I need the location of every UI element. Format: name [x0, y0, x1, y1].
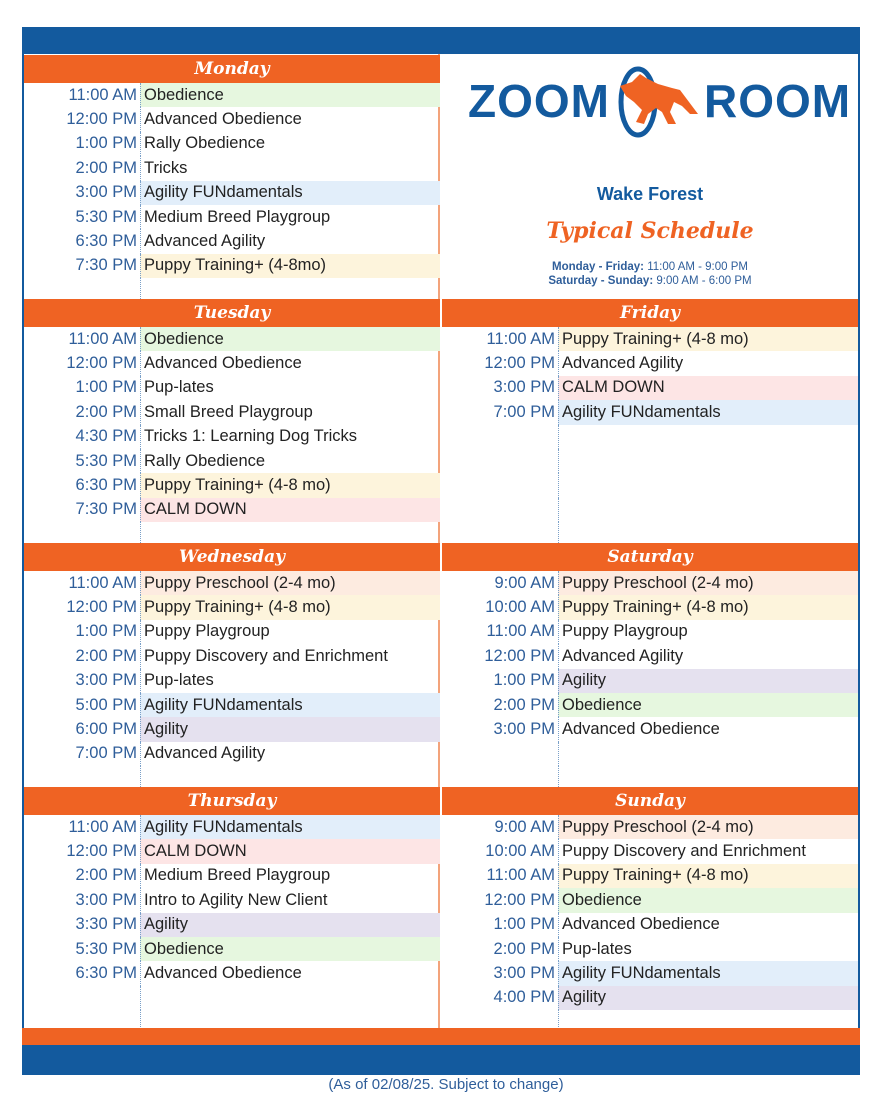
class-time: 3:00 PM — [75, 671, 137, 690]
class-name: Small Breed Playgroup — [140, 400, 440, 424]
day-block-wednesday — [24, 543, 440, 791]
class-name: Advanced Agility — [140, 229, 440, 253]
footnote: (As of 02/08/25. Subject to change) — [328, 1076, 564, 1093]
dog-jumping-hoop-icon — [610, 62, 710, 138]
class-row — [442, 815, 858, 839]
class-row — [24, 620, 440, 644]
class-name: Agility FUNdamentals — [140, 815, 440, 839]
class-name: Puppy Training+ (4-8 mo) — [140, 473, 440, 497]
class-name: Rally Obedience — [140, 449, 440, 473]
class-time: 3:00 PM — [493, 964, 555, 983]
class-row — [442, 376, 858, 400]
class-time: 3:00 PM — [493, 720, 555, 739]
class-row — [24, 156, 440, 180]
class-row — [24, 815, 440, 839]
class-time: 1:00 PM — [493, 671, 555, 690]
class-name: Advanced Obedience — [140, 961, 440, 985]
class-row — [24, 181, 440, 205]
class-row — [24, 473, 440, 497]
class-row — [442, 986, 858, 1010]
class-time: 12:00 PM — [484, 890, 555, 909]
hours-label: Monday - Friday: — [551, 261, 644, 273]
class-time: 12:00 PM — [66, 110, 137, 129]
class-time: 2:00 PM — [493, 695, 555, 714]
class-list — [442, 571, 858, 791]
class-row — [24, 376, 440, 400]
class-time: 1:00 PM — [75, 622, 137, 641]
class-time: 7:30 PM — [75, 500, 137, 519]
class-time: 3:00 PM — [493, 378, 555, 397]
hours-label: Saturday - Sunday: — [548, 275, 654, 287]
day-header: Sunday — [442, 787, 858, 815]
empty-cell — [558, 498, 858, 522]
class-time: 5:30 PM — [75, 939, 137, 958]
class-time: 3:00 PM — [75, 890, 137, 909]
class-time: 1:00 PM — [75, 134, 137, 153]
class-row — [24, 937, 440, 961]
class-row — [24, 595, 440, 619]
class-name: Agility — [140, 717, 440, 741]
business-hours — [442, 260, 858, 288]
bottom-blue-bar — [22, 1045, 860, 1075]
class-row — [24, 717, 440, 741]
class-row — [24, 254, 440, 278]
class-row — [442, 888, 858, 912]
class-name: Advanced Obedience — [140, 107, 440, 131]
class-row — [442, 693, 858, 717]
class-name: Agility FUNdamentals — [558, 400, 858, 424]
class-row — [24, 888, 440, 912]
class-time: 5:00 PM — [75, 695, 137, 714]
class-name: CALM DOWN — [558, 376, 858, 400]
day-block-tuesday — [24, 299, 440, 547]
class-time: 3:30 PM — [75, 915, 137, 934]
class-time: 11:00 AM — [68, 573, 137, 592]
class-time: 12:00 PM — [66, 842, 137, 861]
class-time: 2:00 PM — [75, 402, 137, 421]
class-row — [24, 961, 440, 985]
class-name: Obedience — [558, 888, 858, 912]
class-time: 4:00 PM — [493, 988, 555, 1007]
class-time: 4:30 PM — [75, 427, 137, 446]
class-row — [24, 669, 440, 693]
empty-row — [24, 986, 440, 1010]
class-name: Obedience — [140, 83, 440, 107]
class-name: Puppy Playgroup — [558, 620, 858, 644]
hours-value: 11:00 AM - 9:00 PM — [647, 261, 748, 273]
class-time: 11:00 AM — [68, 85, 137, 104]
logo-word-zoom: ZOOM — [468, 75, 610, 127]
empty-cell — [558, 425, 858, 449]
class-time: 6:30 PM — [75, 232, 137, 251]
class-time: 6:00 PM — [75, 720, 137, 739]
class-row — [24, 205, 440, 229]
class-time: 7:00 PM — [75, 744, 137, 763]
logo-word-room: ROOM — [704, 75, 852, 127]
class-row — [442, 913, 858, 937]
day-block-monday — [24, 55, 440, 303]
class-name: Pup-lates — [140, 376, 440, 400]
class-row — [24, 864, 440, 888]
day-header: Wednesday — [24, 543, 440, 571]
class-row — [24, 742, 440, 766]
class-row — [24, 913, 440, 937]
class-list — [24, 83, 440, 303]
class-row — [442, 864, 858, 888]
class-time: 7:30 PM — [75, 256, 137, 275]
class-name: Puppy Training+ (4-8mo) — [140, 254, 440, 278]
class-time: 7:00 PM — [493, 402, 555, 421]
class-row — [442, 644, 858, 668]
class-row — [442, 571, 858, 595]
location-name: Wake Forest — [596, 184, 704, 204]
empty-row — [442, 742, 858, 766]
class-name: Puppy Discovery and Enrichment — [558, 839, 858, 863]
class-list — [24, 327, 440, 547]
class-name: Medium Breed Playgroup — [140, 864, 440, 888]
class-name: Agility FUNdamentals — [140, 181, 440, 205]
class-name: CALM DOWN — [140, 498, 440, 522]
class-time: 11:00 AM — [486, 622, 555, 641]
class-row — [442, 839, 858, 863]
bottom-orange-bar — [22, 1028, 860, 1045]
class-time: 6:30 PM — [75, 476, 137, 495]
class-name: Puppy Preschool (2-4 mo) — [558, 571, 858, 595]
day-header: Saturday — [442, 543, 858, 571]
class-time: 10:00 AM — [485, 842, 555, 861]
hours-line-weekend — [442, 274, 858, 288]
class-name: Puppy Training+ (4-8 mo) — [140, 595, 440, 619]
class-name: Obedience — [558, 693, 858, 717]
class-name: CALM DOWN — [140, 839, 440, 863]
class-time: 1:00 PM — [493, 915, 555, 934]
class-time: 11:00 AM — [486, 866, 555, 885]
day-block-thursday — [24, 787, 440, 1035]
class-row — [24, 571, 440, 595]
class-name: Puppy Discovery and Enrichment — [140, 644, 440, 668]
class-row — [24, 400, 440, 424]
class-time: 2:00 PM — [75, 866, 137, 885]
class-name: Puppy Training+ (4-8 mo) — [558, 864, 858, 888]
empty-cell — [558, 473, 858, 497]
class-name: Advanced Obedience — [558, 717, 858, 741]
class-time: 11:00 AM — [68, 329, 137, 348]
class-row — [442, 937, 858, 961]
class-name: Agility — [558, 669, 858, 693]
day-header: Tuesday — [24, 299, 440, 327]
empty-cell — [558, 742, 858, 766]
class-name: Puppy Preschool (2-4 mo) — [140, 571, 440, 595]
class-name: Agility FUNdamentals — [558, 961, 858, 985]
class-name: Agility — [558, 986, 858, 1010]
class-time: 2:00 PM — [493, 939, 555, 958]
class-time: 5:30 PM — [75, 207, 137, 226]
class-name: Pup-lates — [140, 669, 440, 693]
class-row — [442, 669, 858, 693]
class-row — [442, 327, 858, 351]
class-list — [442, 815, 858, 1035]
class-time: 2:00 PM — [75, 158, 137, 177]
class-name: Puppy Preschool (2-4 mo) — [558, 815, 858, 839]
class-name: Intro to Agility New Client — [140, 888, 440, 912]
class-row — [24, 498, 440, 522]
day-header: Friday — [442, 299, 858, 327]
class-name: Advanced Agility — [558, 351, 858, 375]
class-name: Agility — [140, 913, 440, 937]
class-name: Advanced Agility — [140, 742, 440, 766]
class-time: 12:00 PM — [484, 354, 555, 373]
class-row — [24, 644, 440, 668]
class-time: 12:00 PM — [484, 646, 555, 665]
empty-row — [442, 473, 858, 497]
class-time: 1:00 PM — [75, 378, 137, 397]
class-row — [24, 449, 440, 473]
class-name: Medium Breed Playgroup — [140, 205, 440, 229]
class-name: Pup-lates — [558, 937, 858, 961]
class-time: 9:00 AM — [494, 817, 555, 836]
class-name: Advanced Obedience — [140, 351, 440, 375]
hours-value: 9:00 AM - 6:00 PM — [656, 275, 752, 287]
class-time: 10:00 AM — [485, 598, 555, 617]
class-time: 2:00 PM — [75, 646, 137, 665]
class-row — [24, 351, 440, 375]
zoom-room-logo — [442, 62, 858, 142]
empty-cell — [140, 986, 440, 1010]
class-row — [442, 620, 858, 644]
class-time: 11:00 AM — [486, 329, 555, 348]
class-row — [24, 839, 440, 863]
class-name: Puppy Training+ (4-8 mo) — [558, 327, 858, 351]
class-time: 12:00 PM — [66, 598, 137, 617]
class-name: Rally Obedience — [140, 132, 440, 156]
class-row — [442, 595, 858, 619]
empty-cell — [558, 449, 858, 473]
class-row — [24, 132, 440, 156]
class-time: 12:00 PM — [66, 354, 137, 373]
class-time: 6:30 PM — [75, 964, 137, 983]
class-time: 11:00 AM — [68, 817, 137, 836]
class-row — [442, 351, 858, 375]
schedule-subtitle: Typical Schedule — [546, 218, 754, 244]
class-name: Puppy Training+ (4-8 mo) — [558, 595, 858, 619]
class-list — [442, 327, 858, 547]
day-block-sunday — [442, 787, 858, 1035]
class-name: Obedience — [140, 937, 440, 961]
class-name: Tricks — [140, 156, 440, 180]
class-row — [24, 107, 440, 131]
class-time: 3:00 PM — [75, 183, 137, 202]
day-block-saturday — [442, 543, 858, 791]
empty-row — [442, 449, 858, 473]
class-name: Obedience — [140, 327, 440, 351]
class-row — [442, 717, 858, 741]
class-time: 9:00 AM — [494, 573, 555, 592]
class-name: Advanced Obedience — [558, 913, 858, 937]
class-row — [24, 83, 440, 107]
hours-line-weekday — [442, 260, 858, 274]
class-name: Agility FUNdamentals — [140, 693, 440, 717]
class-row — [24, 229, 440, 253]
class-name: Tricks 1: Learning Dog Tricks — [140, 425, 440, 449]
class-name: Puppy Playgroup — [140, 620, 440, 644]
class-row — [442, 961, 858, 985]
class-list — [24, 815, 440, 1035]
class-name: Advanced Agility — [558, 644, 858, 668]
class-row — [442, 400, 858, 424]
day-header: Monday — [24, 55, 440, 83]
class-row — [24, 425, 440, 449]
class-list — [24, 571, 440, 791]
empty-row — [442, 425, 858, 449]
day-header: Thursday — [24, 787, 440, 815]
class-row — [24, 693, 440, 717]
top-bar — [22, 27, 860, 54]
class-row — [24, 327, 440, 351]
class-time: 5:30 PM — [75, 451, 137, 470]
day-block-friday — [442, 299, 858, 547]
empty-row — [442, 498, 858, 522]
